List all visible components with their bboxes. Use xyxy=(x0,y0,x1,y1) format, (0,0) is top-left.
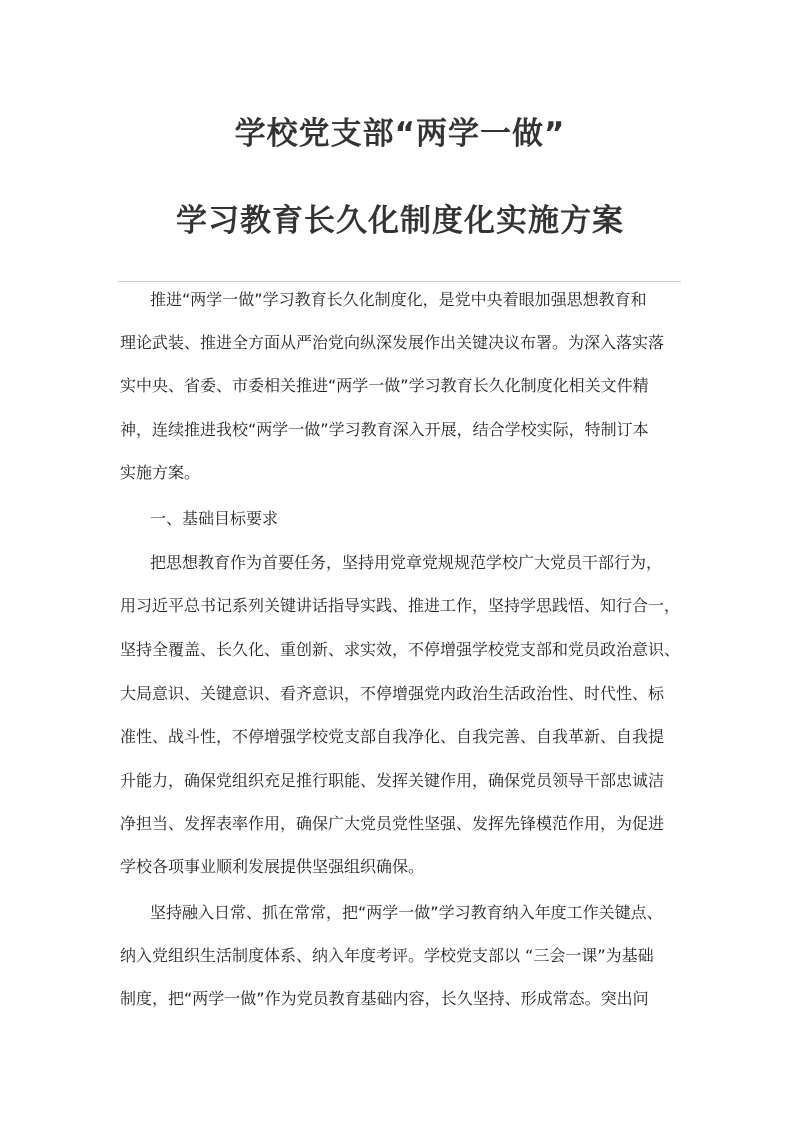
paragraph-line: 升能力，确保党组织充足推行职能、发挥关键作用，确保党员领导干部忠诚洁 xyxy=(120,771,665,790)
paragraph-line: 学校各项事业顺利发展提供坚强组织确保。 xyxy=(120,857,425,876)
paragraph-line: 实中央、省委、市委相关推进“两学一做”学习教育长久化制度化相关文件精 xyxy=(120,376,649,395)
paragraph-line: 理论武装、推进全方面从严治党向纵深发展作出关键决议布署。为深入落实落 xyxy=(120,333,665,352)
paragraph-line: 净担当、发挥表率作用，确保广大党员党性坚强、发挥先锋模范作用，为促进 xyxy=(120,814,665,833)
paragraph-line: 坚持全覆盖、长久化、重创新、求实效，不停增强学校党支部和党员政治意识、 xyxy=(120,640,681,659)
paragraph-line: 推进“两学一做”学习教育长久化制度化，是党中央着眼加强思想教育和 xyxy=(150,290,647,309)
document-title-line-2: 学习教育长久化制度化实施方案 xyxy=(176,203,624,239)
paragraph-line: 实施方案。 xyxy=(120,463,201,482)
title-divider xyxy=(118,281,681,282)
paragraph-line: 制度，把“两学一做”作为党员教育基础内容，长久坚持、形成常态。突出问 xyxy=(120,989,649,1008)
paragraph-line: 坚持融入日常、抓在常常，把“两学一做”学习教育纳入年度工作关键点、 xyxy=(150,903,663,922)
paragraph-line: 神，连续推进我校“两学一做”学习教育深入开展，结合学校实际，特制订本 xyxy=(120,420,649,439)
paragraph-line: 纳入党组织生活制度体系、纳入年度考评。学校党支部以 “三会一课”为基础 xyxy=(120,946,654,965)
section-heading: 一、基础目标要求 xyxy=(150,509,279,528)
paragraph-line: 准性、战斗性，不停增强学校党支部自我净化、自我完善、自我革新、自我提 xyxy=(120,727,665,746)
document-title-line-1: 学校党支部“两学一做” xyxy=(234,116,566,152)
paragraph-line: 大局意识、关键意识、看齐意识，不停增强党内政治生活政治性、时代性、标 xyxy=(120,684,665,703)
paragraph-line: 把思想教育作为首要任务，坚持用党章党规规范学校广大党员干部行为， xyxy=(150,553,663,572)
paragraph-line: 用习近平总书记系列关键讲话指导实践、推进工作，坚持学思践悟、知行合一， xyxy=(120,596,681,615)
